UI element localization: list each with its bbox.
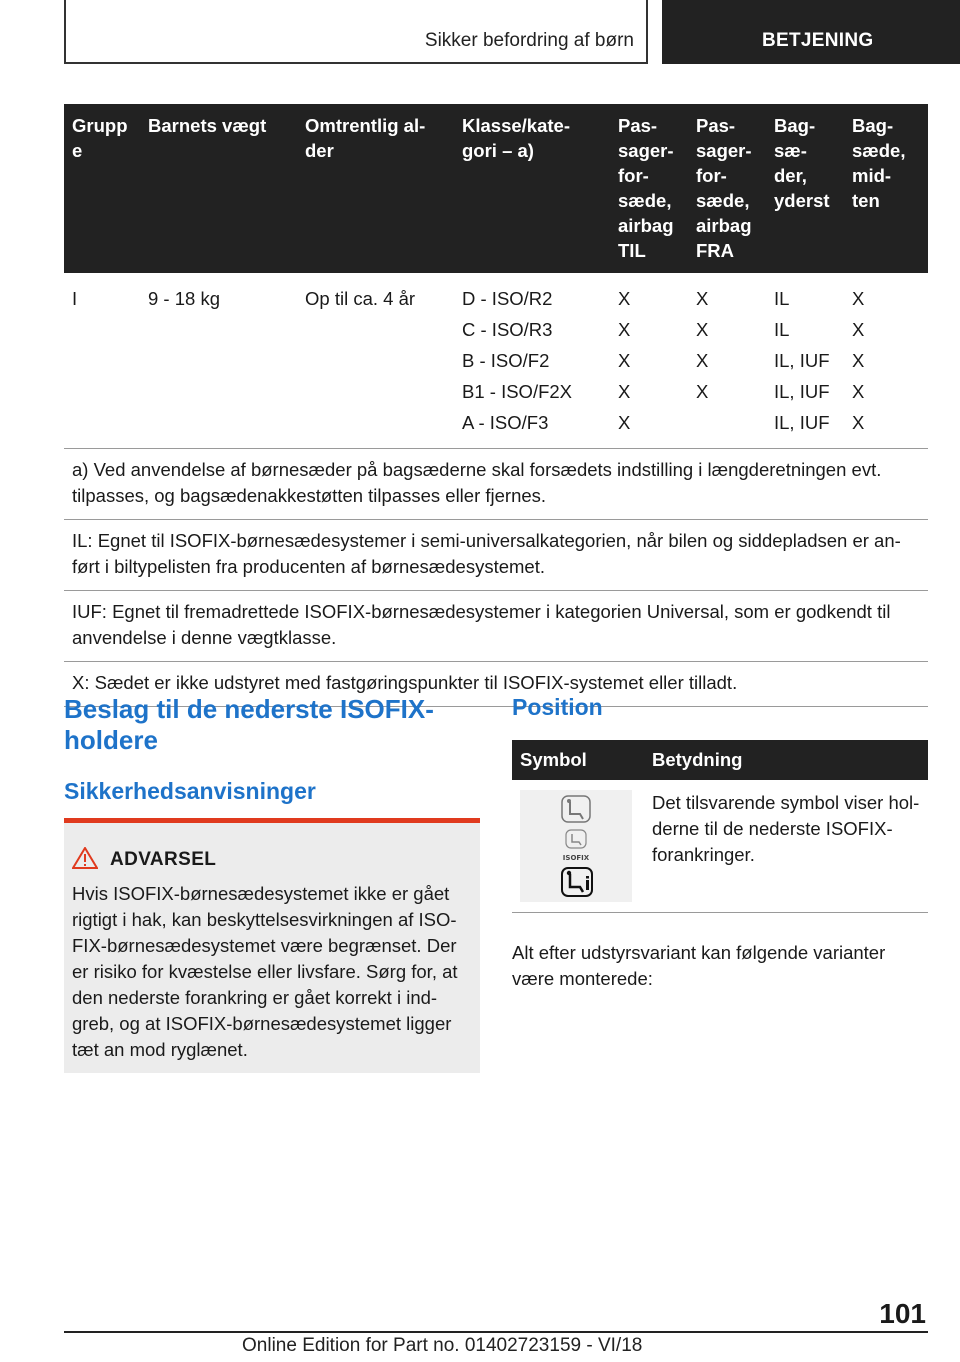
col-header: Omtrentlig al- der: [297, 104, 454, 273]
footer-text: Online Edition for Part no. 01402723159 - VI/18: [242, 1335, 643, 1356]
header-chapter-title: BETJENING: [762, 30, 874, 51]
isofix-seat-icon: [520, 790, 632, 902]
table-header-row: [64, 104, 928, 273]
symbol-table-header: [512, 740, 928, 780]
table-note-row: [64, 591, 928, 662]
cell-classes: [454, 273, 610, 449]
cell-airbag-off: [688, 273, 766, 449]
table-note-row: [64, 520, 928, 591]
cell-age: Op til ca. 4 år: [297, 273, 454, 449]
footer-divider: [64, 1331, 928, 1333]
value-item: X: [618, 381, 631, 402]
col-header: Symbol: [512, 740, 644, 780]
symbol-table: [512, 740, 928, 913]
class-item: C - ISO/R3: [462, 319, 553, 340]
value-item: X: [852, 381, 865, 402]
value-item: X: [696, 319, 709, 340]
variant-paragraph: Alt efter udstyrsvariant kan følgende varianter være monterede:: [512, 942, 886, 989]
value-item: IL: [774, 288, 790, 309]
value-item: IL, IUF: [774, 412, 830, 433]
cell-rear-middle: [844, 273, 928, 449]
value-item: IL, IUF: [774, 350, 830, 371]
page-number: 101: [879, 1298, 926, 1329]
value-item: X: [618, 319, 631, 340]
value-item: X: [618, 288, 631, 309]
cell-group: I: [64, 273, 140, 449]
isofix-group-table: [64, 104, 928, 707]
header-chapter-box: [662, 0, 960, 64]
value-item: X: [852, 412, 865, 433]
col-header: Pas- sager- for- sæde, airbag FRA: [688, 104, 766, 273]
value-item: X: [852, 319, 865, 340]
value-item: X: [696, 350, 709, 371]
table-note: IL: Egnet til ISOFIX-børnesædesystemer i semi-universalkategorien, når bilen og siddepladsen er an- ført i biltypelisten fra producenten af børnesædesystemet.: [64, 520, 928, 591]
meaning-cell: Det tilsvarende symbol viser hol- derne til de nederste ISOFIX- forankringer.: [644, 780, 928, 913]
warning-text: Hvis ISOFIX-børnesædesystemet ikke er gået rigtigt i hak, kan beskyttelsesvirkningen af ISO- FIX-børnesædesystemet være begrænset. Der er risiko for kvæstelse eller livsfare. Sørg for, at den nederste forankring er gået korrekt i ind- greb, og at ISOFIX-børnesædesystemet ligger tæt an mod ryglænet.: [72, 883, 458, 1060]
warning-box: [64, 818, 480, 1073]
value-item: X: [618, 350, 631, 371]
value-item: IL, IUF: [774, 381, 830, 402]
value-item: X: [696, 381, 709, 402]
value-item: IL: [774, 319, 790, 340]
header-section-box: [64, 0, 648, 64]
isofix-label: ISOFIX: [562, 854, 590, 862]
col-header: Klasse/kate- gori – a): [454, 104, 610, 273]
class-item: B - ISO/F2: [462, 350, 550, 371]
value-item: X: [618, 412, 631, 433]
col-header: Grupp e: [64, 104, 140, 273]
class-item: D - ISO/R2: [462, 288, 553, 309]
cell-airbag-on: [610, 273, 688, 449]
class-item: A - ISO/F3: [462, 412, 549, 433]
col-header: Bag- sæde, mid- ten: [844, 104, 928, 273]
col-header: Betydning: [644, 740, 928, 780]
table-note: a) Ved anvendelse af børnesæder på bagsæderne skal forsædets indstilling i længderetningen evt. tilpasses, og bagsædenakkestøtten tilpasses eller fjernes.: [64, 449, 928, 520]
warning-triangle-icon: [72, 847, 98, 869]
value-item: X: [696, 288, 709, 309]
symbol-cell: [512, 780, 644, 913]
col-header: Bag- sæ- der, yderst: [766, 104, 844, 273]
table-note: IUF: Egnet til fremadrettede ISOFIX-børnesædesystemer i kategorien Universal, som er godkendt til anvendelse i denne vægtklasse.: [64, 591, 928, 662]
value-item: X: [852, 288, 865, 309]
table-note: X: Sædet er ikke udstyret med fastgøringspunkter til ISOFIX-systemet eller tilladt.: [64, 662, 928, 707]
position-heading: Position: [512, 694, 603, 720]
section-heading: Beslag til de nederste ISOFIX- holdere: [64, 694, 434, 755]
table-note-row: [64, 449, 928, 520]
value-item: X: [852, 350, 865, 371]
header-section-title: Sikker befordring af børn: [424, 30, 634, 51]
class-item: B1 - ISO/F2X: [462, 381, 573, 402]
cell-rear-outer: [766, 273, 844, 449]
isofix-symbols: [520, 790, 632, 902]
warning-title: ADVARSEL: [110, 849, 217, 870]
table-row: [64, 273, 928, 449]
col-header: Barnets vægt: [140, 104, 297, 273]
table-row: [512, 780, 928, 913]
subsection-heading: Sikkerhedsanvisninger: [64, 778, 316, 804]
cell-weight: 9 - 18 kg: [140, 273, 297, 449]
col-header: Pas- sager- for- sæde, airbag TIL: [610, 104, 688, 273]
